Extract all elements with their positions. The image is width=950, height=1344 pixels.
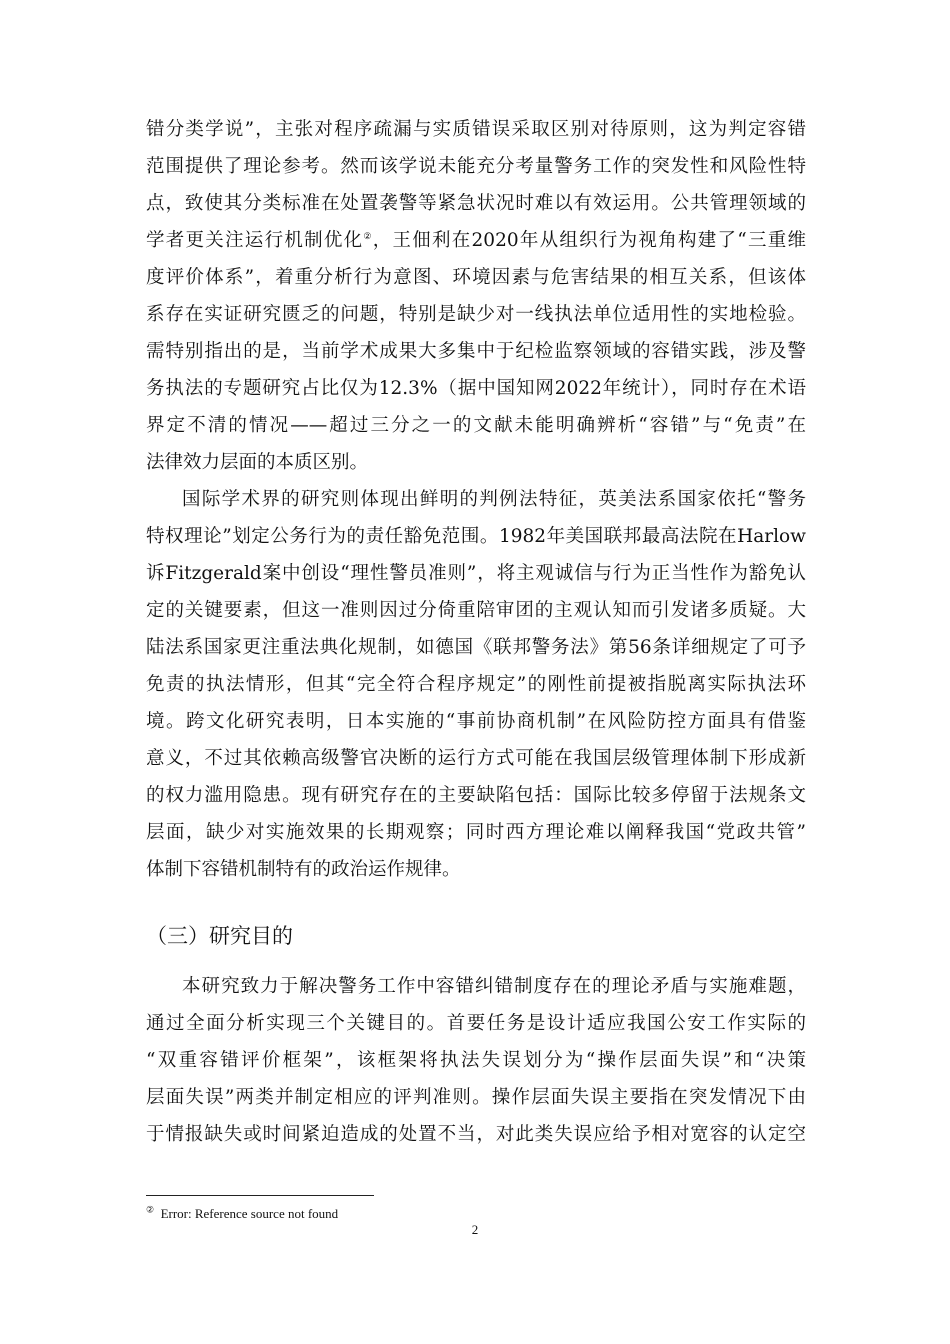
body-text-line: 意义，不过其依赖高级警官决断的运行方式可能在我国层级管理体制下形成新 (146, 748, 806, 769)
footnote (146, 1206, 338, 1222)
body-text-line: 点，致使其分类标准在处置袭警等紧急状况时难以有效运用。公共管理领域的 (146, 193, 806, 214)
body-text-line: 层面，缺少对实施效果的长期观察；同时西方理论难以阐释我国“党政共管” (146, 822, 806, 843)
body-text-line: 特权理论”划定公务行为的责任豁免范围。1982年美国联邦最高法院在Harlow (146, 526, 806, 547)
body-text-line: 国际学术界的研究则体现出鲜明的判例法特征，英美法系国家依托“警务 (182, 489, 806, 510)
body-text-line: 需特别指出的是，当前学术成果大多集中于纪检监察领域的容错实践，涉及警 (146, 341, 806, 362)
footnote-marker: ② (146, 1204, 155, 1215)
body-text-line: 范围提供了理论参考。然而该学说未能充分考量警务工作的突发性和风险性特 (146, 156, 806, 177)
body-text-segment: 学者更关注运行机制优化 (146, 230, 364, 251)
body-text-line: 法律效力层面的本质区别。 (146, 452, 369, 473)
body-text-segment: ，王佃利在2020年从组织行为视角构建了“三重维 (372, 230, 806, 251)
page-number: 2 (471, 1222, 479, 1237)
body-text-line: 本研究致力于解决警务工作中容错纠错制度存在的理论矛盾与实施难题， (182, 976, 806, 997)
body-text-line: 体制下容错机制特有的政治运作规律。 (146, 859, 461, 880)
footnote-separator (146, 1195, 374, 1196)
body-text-line (146, 229, 806, 253)
body-text-line: 系存在实证研究匮乏的问题，特别是缺少对一线执法单位适用性的实地检验。 (146, 304, 806, 325)
body-text-line: 定的关键要素，但这一准则因过分倚重陪审团的主观认知而引发诸多质疑。大 (146, 600, 806, 621)
body-text-line: 诉Fitzgerald案中创设“理性警员准则”，将主观诚信与行为正当性作为豁免认 (146, 563, 806, 584)
body-text-line: 免责的执法情形，但其“完全符合程序规定”的刚性前提被指脱离实际执法环 (146, 674, 806, 695)
footnote-text: Error: Reference source not found (160, 1206, 339, 1221)
body-text-line: 务执法的专题研究占比仅为12.3%（据中国知网2022年统计），同时存在术语 (146, 378, 806, 399)
body-text-line: 境。跨文化研究表明，日本实施的“事前协商机制”在风险防控方面具有借鉴 (146, 711, 806, 732)
body-text-line: 通过全面分析实现三个关键目的。首要任务是设计适应我国公安工作实际的 (146, 1013, 806, 1034)
body-text-line: 层面失误”两类并制定相应的评判准则。操作层面失误主要指在突发情况下由 (146, 1087, 806, 1108)
body-text-line: 错分类学说”，主张对程序疏漏与实质错误采取区别对待原则，这为判定容错 (146, 119, 806, 140)
body-text-line: 度评价体系”，着重分析行为意图、环境因素与危害结果的相互关系，但该体 (146, 267, 806, 288)
footnote-reference[interactable]: ② (363, 231, 373, 242)
section-heading: （三）研究目的 (146, 924, 293, 948)
body-text-line: 陆法系国家更注重法典化规制，如德国《联邦警务法》第56条详细规定了可予 (146, 637, 806, 658)
body-text-line: 于情报缺失或时间紧迫造成的处置不当，对此类失误应给予相对宽容的认定空 (146, 1124, 806, 1145)
body-text-line: “双重容错评价框架”，该框架将执法失误划分为“操作层面失误”和“决策 (146, 1050, 806, 1071)
body-text-line: 的权力滥用隐患。现有研究存在的主要缺陷包括：国际比较多停留于法规条文 (146, 785, 806, 806)
body-text-line: 界定不清的情况——超过三分之一的文献未能明确辨析“容错”与“免责”在 (146, 415, 806, 436)
